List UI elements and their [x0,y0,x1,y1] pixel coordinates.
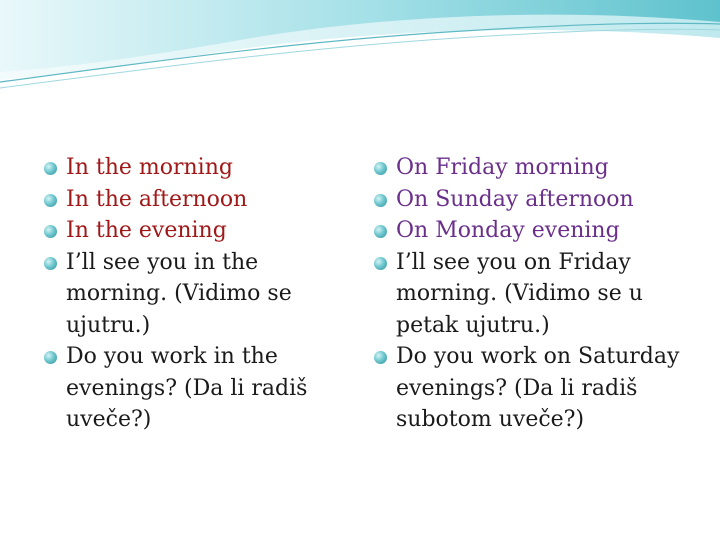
list-item-text: Do you work in the evenings? (Da li radiš uveče?) [66,344,308,432]
list-item-text: I’ll see you in the morning. (Vidimo se ujutru.) [66,249,292,338]
list-item-text: Do you work on Saturday evenings? (Da li radiš subotom uveče?) [396,344,680,432]
list-item-text: In the morning [66,155,233,180]
bullet-icon [374,162,387,175]
bullet-icon [374,194,387,207]
list-item [372,184,692,216]
bullet-icon [44,194,57,207]
left-phrase-list [42,152,332,436]
bullet-icon [374,257,387,270]
bullet-icon [44,257,57,270]
list-item [372,215,692,247]
list-item-text: On Monday evening [396,218,620,243]
bullet-icon [374,351,387,364]
list-item-text: I’ll see you on Friday morning. (Vidimo se u petak ujutru.) [396,249,643,338]
list-item [372,247,692,342]
list-item-text: In the evening [66,218,227,243]
list-item-text: On Sunday afternoon [396,186,634,212]
header-wave-decoration [0,0,720,95]
list-item [42,184,332,216]
list-item [42,341,332,436]
list-item [372,152,692,184]
list-item-text: On Friday morning [396,155,609,180]
bullet-icon [44,225,57,238]
bullet-icon [374,225,387,238]
list-item [372,341,692,436]
list-item [42,215,332,247]
bullet-icon [44,162,57,175]
list-item [42,152,332,184]
list-item-text: In the afternoon [66,186,248,212]
right-phrase-list [372,152,692,436]
list-item [42,247,332,342]
bullet-icon [44,351,57,364]
